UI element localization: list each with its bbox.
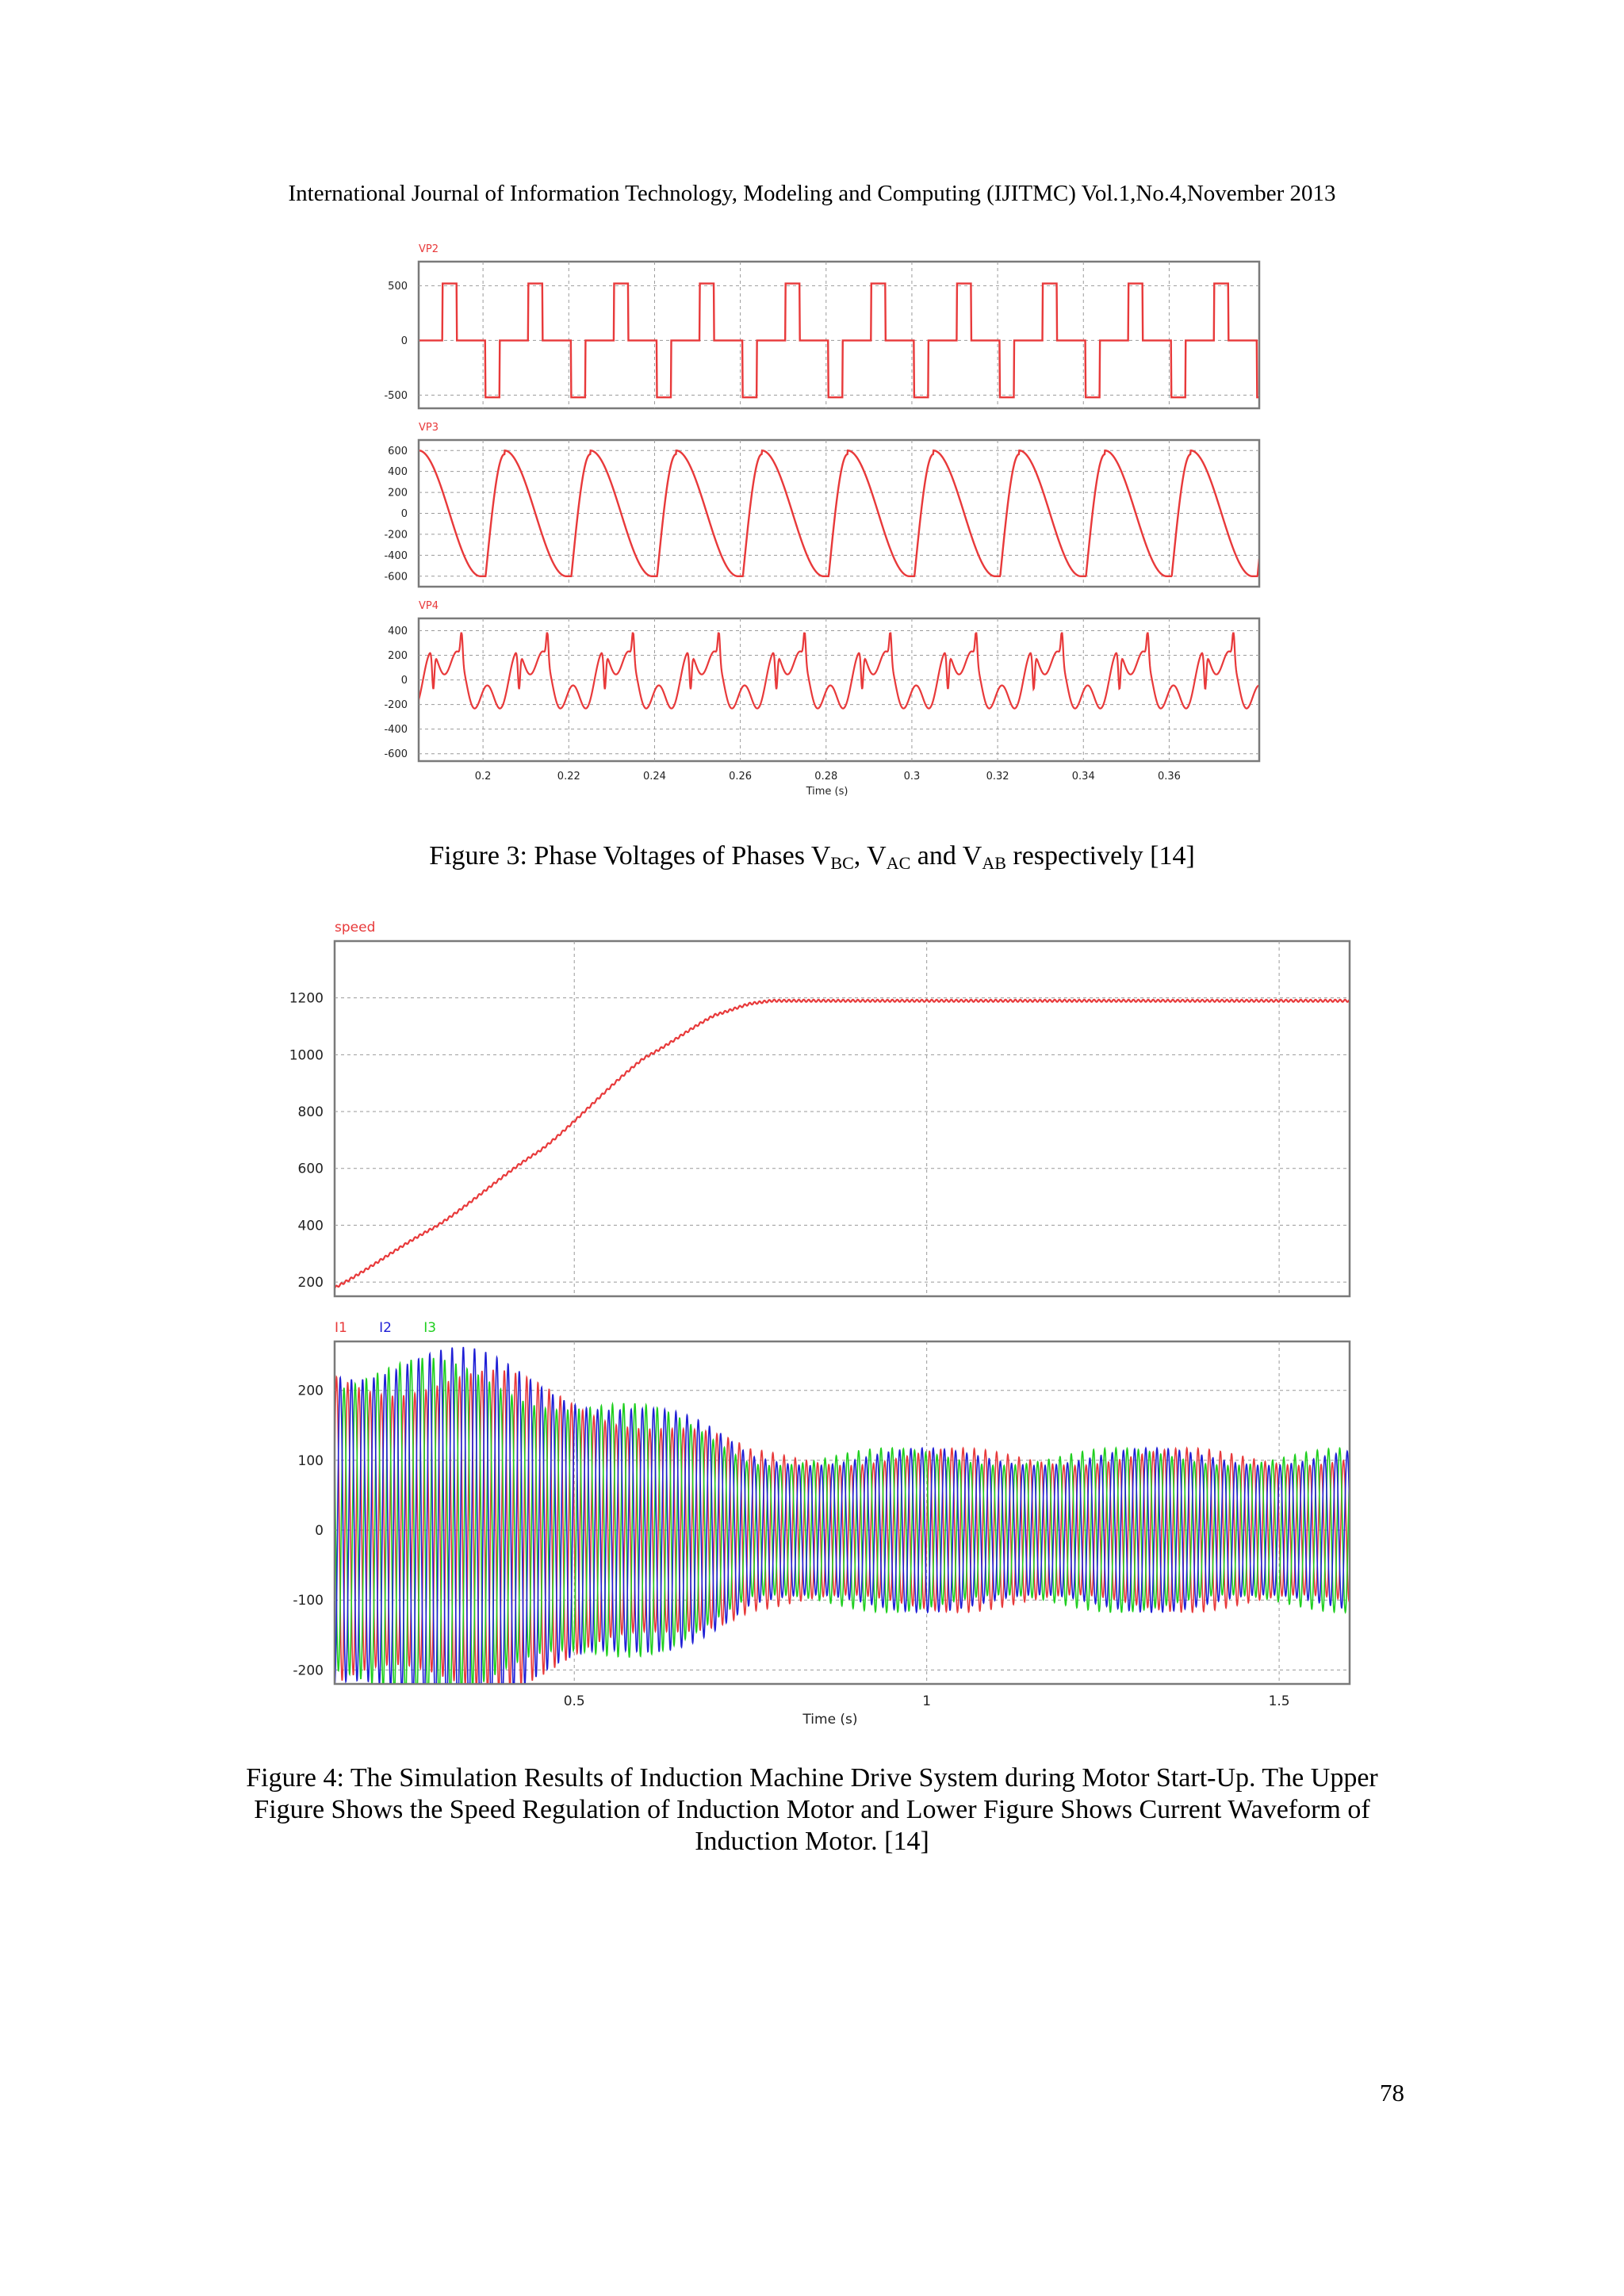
y-tick-label: -400 bbox=[384, 549, 408, 562]
y-tick-label: -600 bbox=[384, 748, 408, 761]
y-tick-label: 100 bbox=[297, 1452, 324, 1469]
x-tick-label: 0.34 bbox=[1071, 771, 1095, 783]
y-tick-label: 0 bbox=[400, 335, 408, 347]
plot-frame bbox=[419, 618, 1259, 761]
caption-text: Figure 3: Phase Voltages of Phases V bbox=[429, 841, 831, 871]
x-tick-label: 0.26 bbox=[729, 771, 753, 783]
x-tick-label: 0.22 bbox=[557, 771, 580, 783]
caption-subscript: AB bbox=[982, 853, 1006, 873]
figure3-panel-vp3 bbox=[384, 422, 1259, 587]
plot-frame bbox=[335, 941, 1350, 1296]
y-tick-label: 1000 bbox=[289, 1047, 324, 1064]
figure4-panel-currents bbox=[293, 1320, 1350, 1728]
caption-text: respectively [14] bbox=[1005, 841, 1195, 871]
series-label-i3: I3 bbox=[423, 1320, 437, 1336]
y-tick-label: 500 bbox=[388, 280, 408, 293]
figure3-panel-vp2 bbox=[384, 243, 1259, 408]
caption-line: Figure Shows the Speed Regulation of Induction Motor and Lower Figure Shows Current Waveform of bbox=[254, 1795, 1370, 1824]
x-tick-label: 0.2 bbox=[474, 771, 492, 783]
y-tick-label: -400 bbox=[384, 724, 408, 737]
caption-text: , V bbox=[853, 841, 887, 871]
y-tick-label: 200 bbox=[297, 1383, 324, 1399]
x-tick-label: 0.28 bbox=[814, 771, 838, 783]
x-tick-label: 0.36 bbox=[1157, 771, 1181, 783]
figure4-panel-speed bbox=[289, 920, 1350, 1296]
figure3-panel-vp4 bbox=[384, 600, 1259, 798]
caption-subscript: AC bbox=[886, 853, 911, 873]
series-label-speed: speed bbox=[335, 920, 376, 936]
x-tick-label: 0.32 bbox=[986, 771, 1009, 783]
y-tick-label: 400 bbox=[297, 1218, 324, 1234]
y-tick-label: 0 bbox=[315, 1522, 324, 1539]
y-tick-label: 400 bbox=[388, 626, 408, 638]
series-label-vp2: VP2 bbox=[419, 243, 439, 255]
figure3-caption bbox=[0, 840, 1624, 879]
series-label-i1: I1 bbox=[335, 1320, 347, 1336]
y-tick-label: 600 bbox=[388, 445, 408, 457]
x-tick-label: 1.5 bbox=[1268, 1693, 1290, 1709]
y-tick-label: -200 bbox=[384, 529, 408, 541]
y-tick-label: 800 bbox=[297, 1104, 324, 1120]
y-tick-label: 200 bbox=[297, 1275, 324, 1292]
x-axis-label: Time (s) bbox=[806, 786, 848, 798]
x-tick-label: 0.24 bbox=[642, 771, 666, 783]
caption-line: Induction Motor. [14] bbox=[695, 1827, 929, 1856]
series-label-vp4: VP4 bbox=[419, 600, 439, 612]
y-tick-label: 1200 bbox=[289, 990, 324, 1007]
x-tick-label: 1 bbox=[922, 1693, 932, 1709]
page-number: 78 bbox=[1380, 2079, 1404, 2107]
y-tick-label: 0 bbox=[400, 508, 408, 521]
journal-header: International Journal of Information Technology, Modeling and Computing (IJITMC) Vol.1,No.4,November 2013 bbox=[288, 181, 1336, 206]
x-tick-label: 0.3 bbox=[903, 771, 921, 783]
caption-line: Figure 4: The Simulation Results of Induction Machine Drive System during Motor Start-Up. The Upper bbox=[246, 1763, 1378, 1793]
caption-text: and V bbox=[910, 841, 982, 871]
y-tick-label: -500 bbox=[384, 389, 408, 402]
y-tick-label: 0 bbox=[400, 675, 408, 687]
figure4-caption bbox=[0, 1762, 1624, 1858]
caption-subscript: BC bbox=[830, 853, 854, 873]
y-tick-label: 400 bbox=[388, 466, 408, 479]
x-axis-label: Time (s) bbox=[802, 1712, 858, 1728]
y-tick-label: -200 bbox=[384, 699, 408, 712]
y-tick-label: 200 bbox=[388, 487, 408, 499]
y-tick-label: 200 bbox=[388, 650, 408, 663]
y-tick-label: -200 bbox=[293, 1663, 324, 1679]
y-tick-label: -100 bbox=[293, 1593, 324, 1609]
x-tick-label: 0.5 bbox=[563, 1693, 585, 1709]
y-tick-label: -600 bbox=[384, 571, 408, 584]
series-label-vp3: VP3 bbox=[419, 422, 439, 434]
y-tick-label: 600 bbox=[297, 1161, 324, 1177]
series-label-i2: I2 bbox=[379, 1320, 392, 1336]
